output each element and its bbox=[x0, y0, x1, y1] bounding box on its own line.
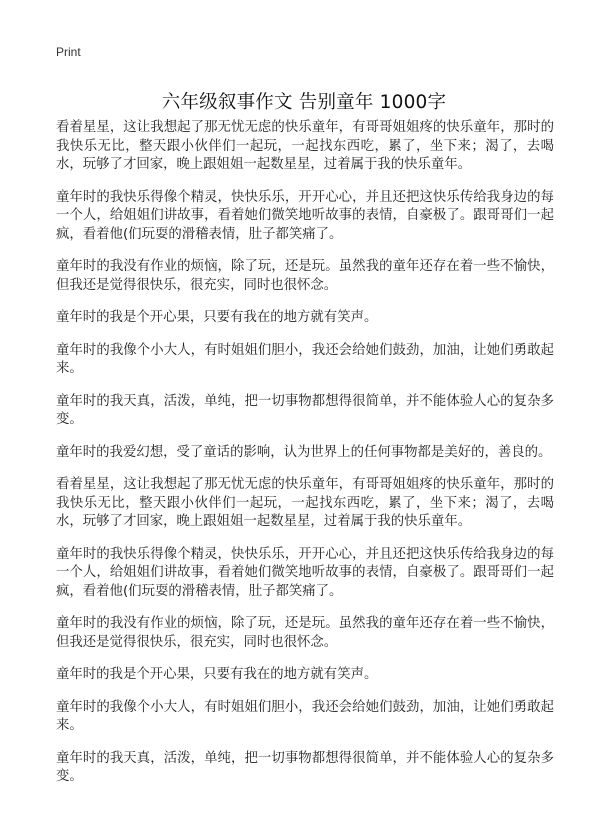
paragraph: 童年时的我快乐得像个精灵，快快乐乐，开开心心，并且还把这快乐传给我身边的每一个人，给姐姐们讲故事，看着她们微笑地听故事的表情，自豪极了。跟哥哥们一起疯，看着他(们玩耍的滑稽表情，肚子都笑痛了。 bbox=[56, 189, 554, 242]
print-link[interactable]: Print bbox=[56, 45, 81, 59]
paragraph: 童年时的我是个开心果，只要有我在的地方就有笑声。 bbox=[56, 667, 378, 682]
paragraph: 童年时的我快乐得像个精灵，快快乐乐，开开心心，并且还把这快乐传给我身边的每一个人，给姐姐们讲故事，看着她们微笑地听故事的表情，自豪极了。跟哥哥们一起疯，看着他(们玩耍的滑稽表情，肚子都笑痛了。 bbox=[56, 546, 554, 599]
paragraph: 看着星星，这让我想起了那无忧无虑的快乐童年，有哥哥姐姐疼的快乐童年，那时的我快乐无比，整天跟小伙伴们一起玩，一起找东西吃，累了，坐下来；渴了，去喝水，玩够了才回家，晚上跟姐姐一起数星星，过着属于我的快乐童年。 bbox=[56, 120, 554, 172]
paragraph: 童年时的我没有作业的烦恼，除了玩，还是玩。虽然我的童年还存在着一些不愉快，但我还是觉得很快乐，很充实，同时也很怀念。 bbox=[56, 616, 554, 650]
paragraph: 看着星星，这让我想起了那无忧无虑的快乐童年，有哥哥姐姐疼的快乐童年，那时的我快乐无比，整天跟小伙伴们一起玩，一起找东西吃，累了，坐下来；渴了，去喝水，玩够了才回家，晚上跟姐姐一起数星星，过着属于我的快乐童年。 bbox=[56, 477, 554, 529]
paragraph: 童年时的我像个小大人，有时姐姐们胆小，我还会给她们鼓劲，加油，让她们勇敢起来。 bbox=[56, 342, 554, 376]
paragraph: 童年时的我像个小大人，有时姐姐们胆小，我还会给她们鼓劲，加油，让她们勇敢起来。 bbox=[56, 699, 554, 733]
paragraph: 童年时的我是个开心果，只要有我在的地方就有笑声。 bbox=[56, 310, 378, 325]
paragraph: 童年时的我天真，活泼，单纯，把一切事物都想得很简单，并不能体验人心的复杂多变。 bbox=[56, 750, 554, 784]
document-title: 六年级叙事作文 告别童年 1000字 bbox=[161, 92, 447, 114]
article-body bbox=[56, 119, 554, 801]
paragraph: 童年时的我没有作业的烦恼，除了玩，还是玩。虽然我的童年还存在着一些不愉快，但我还是觉得很快乐，很充实，同时也很怀念。 bbox=[56, 259, 554, 293]
paragraph: 童年时的我爱幻想，受了童话的影响，认为世界上的任何事物都是美好的，善良的。 bbox=[56, 444, 552, 460]
paragraph: 童年时的我天真，活泼，单纯，把一切事物都想得很简单，并不能体验人心的复杂多变。 bbox=[56, 393, 554, 427]
